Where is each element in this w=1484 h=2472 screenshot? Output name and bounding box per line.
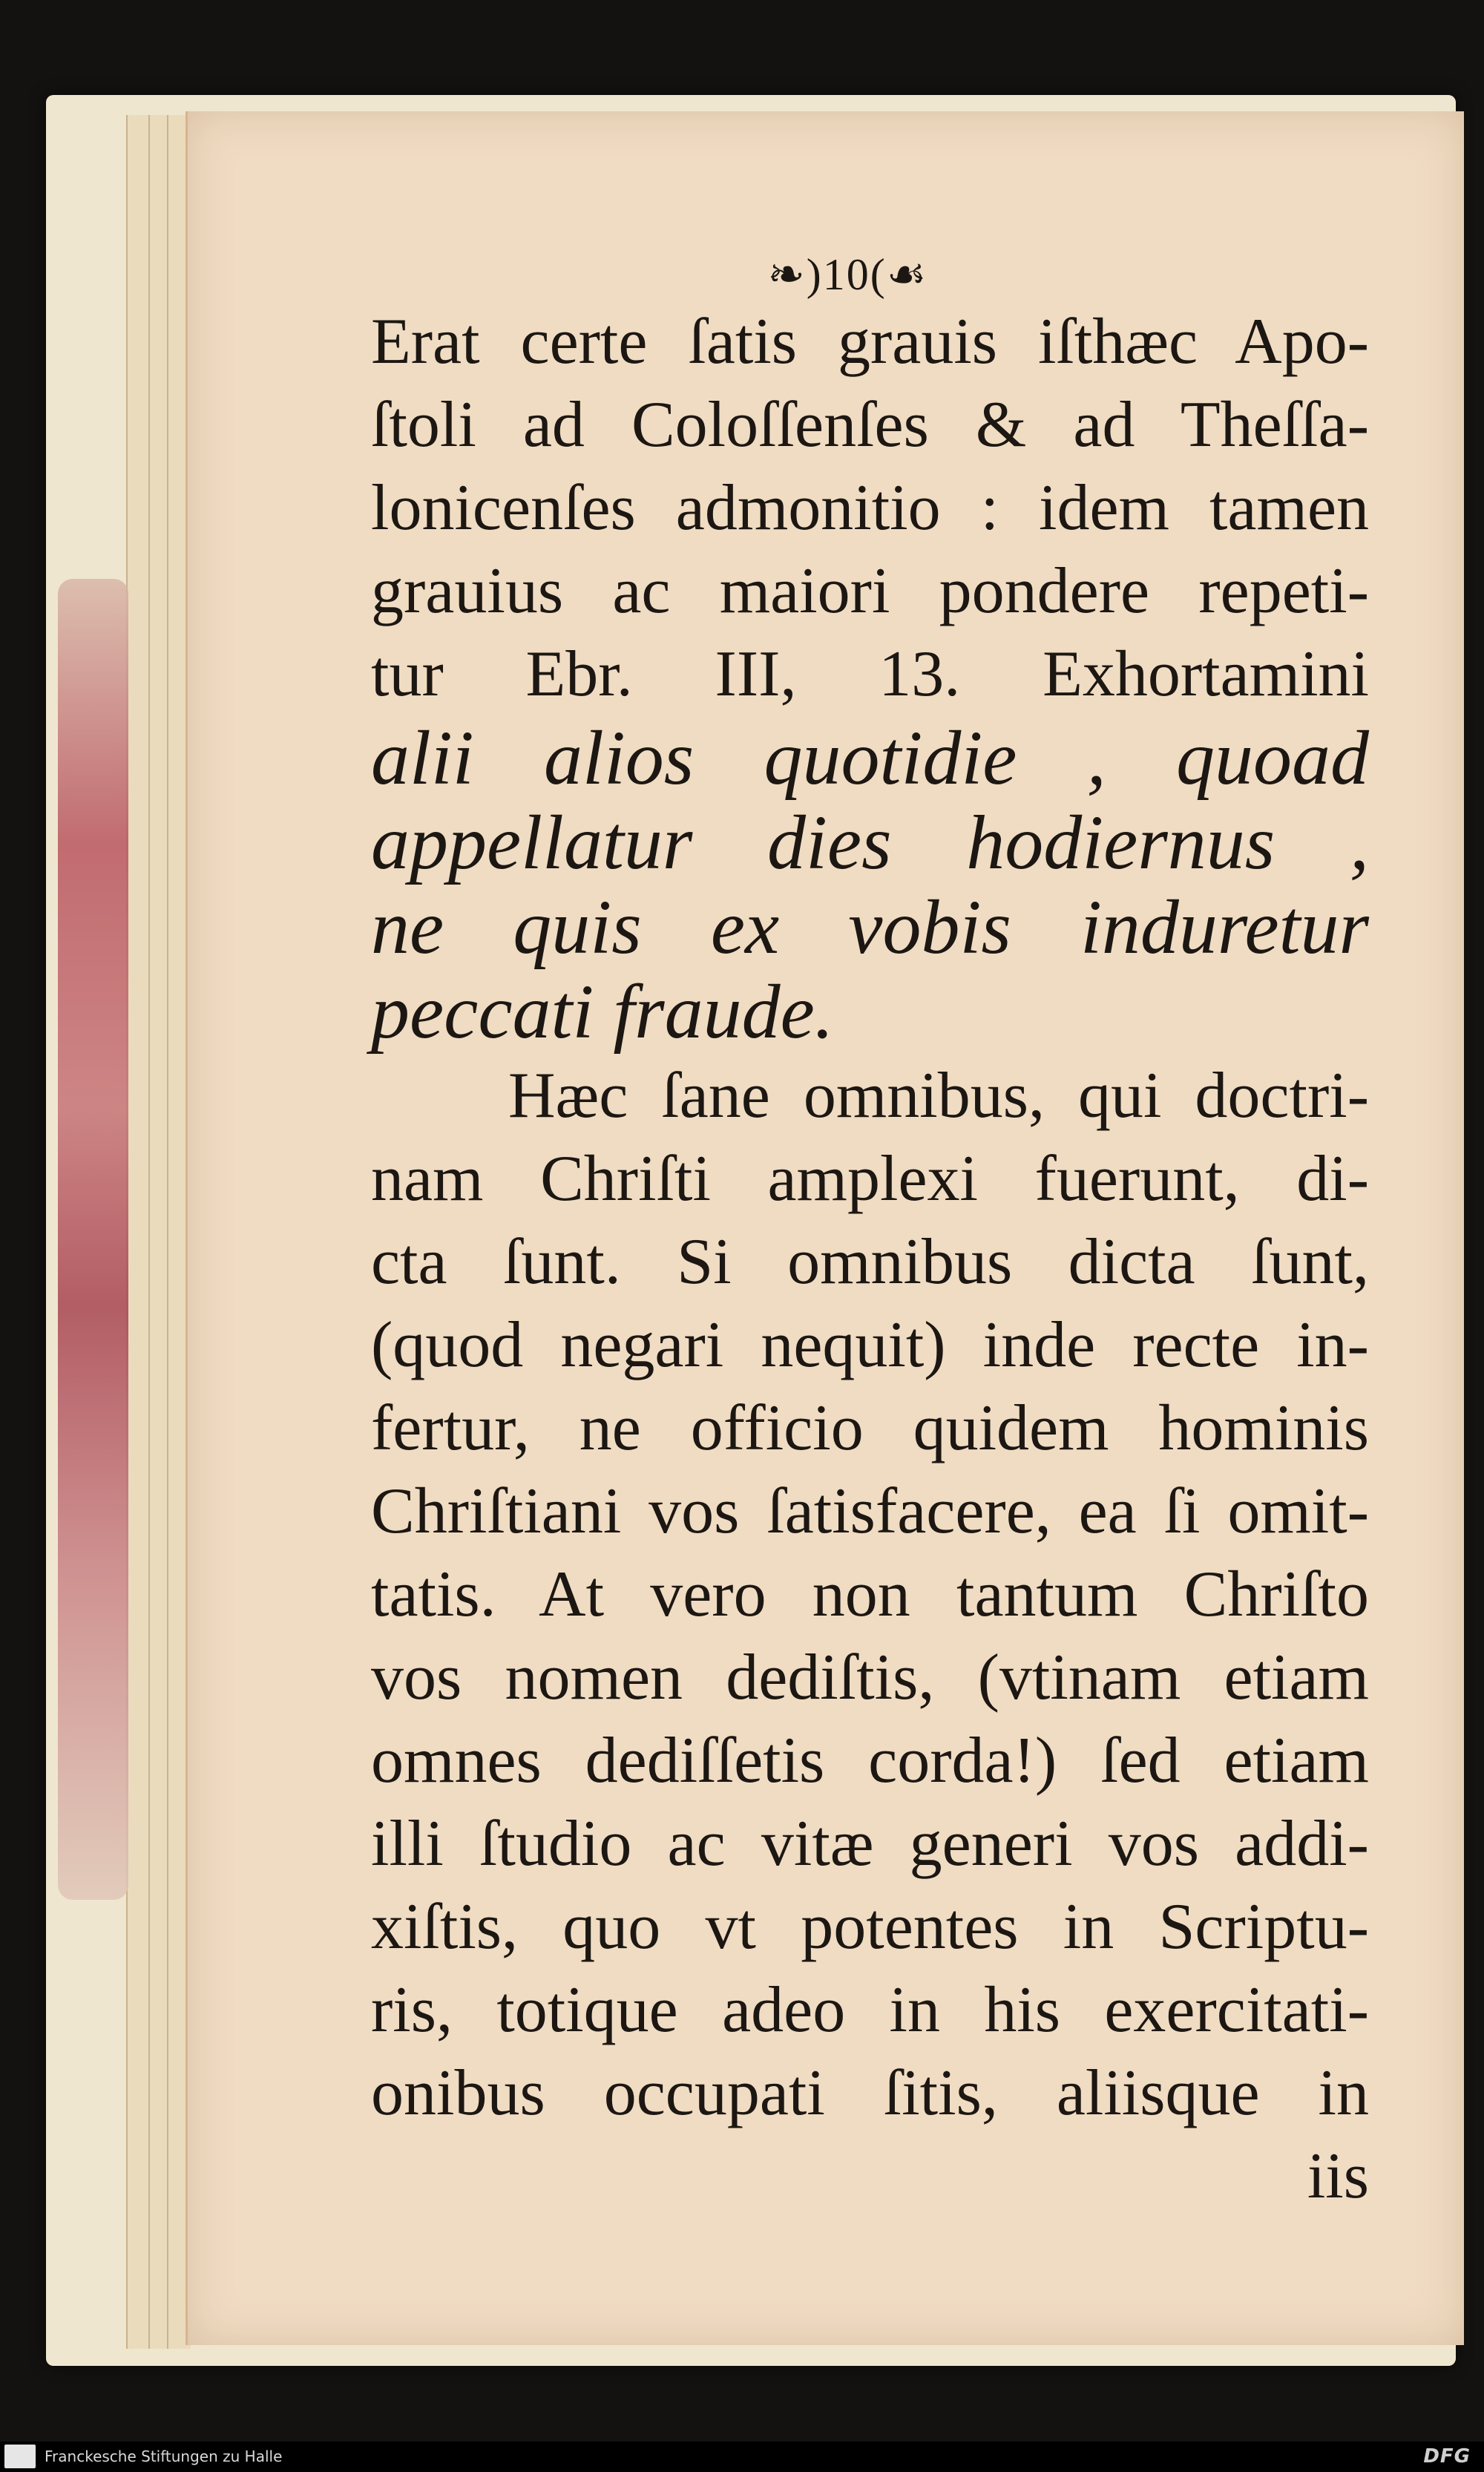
italic-quote-line: appellatur dies hodiernus , xyxy=(371,800,1369,885)
dfg-logo: DFG xyxy=(1423,2445,1471,2468)
binding-stain xyxy=(58,579,128,1900)
page-header: ❧)10(☙ xyxy=(767,250,928,299)
text-line: ſtoli ad Coloſſenſes & ad Theſſa- xyxy=(371,389,1369,461)
italic-quote-line: ne quis ex vobis induretur xyxy=(371,885,1369,970)
paragraph-line: cta ſunt. Si omnibus dicta ſunt, xyxy=(371,1226,1369,1298)
paragraph-line: onibus occupati ſitis, aliisque in xyxy=(371,2057,1369,2129)
italic-quote-line: peccati fraude. xyxy=(371,969,834,1055)
page-text xyxy=(371,249,1369,2218)
institution-name: Franckesche Stiftungen zu Halle xyxy=(45,2448,283,2465)
text-line: Erat certe ſatis grauis iſthæc Apo- xyxy=(371,306,1369,378)
paragraph-line: tatis. At vero non tantum Chriſto xyxy=(371,1558,1369,1630)
paragraph-line: (quod negari nequit) inde recte in- xyxy=(371,1309,1369,1381)
italic-quote-line: alii alios quotidie , quoad xyxy=(371,715,1369,801)
text-line: grauius ac maiori pondere repeti- xyxy=(371,555,1369,627)
paragraph-line: fertur, ne officio quidem hominis xyxy=(371,1392,1369,1464)
paragraph-line: illi ſtudio ac vitæ generi vos addi- xyxy=(371,1808,1369,1880)
page-edge xyxy=(126,115,150,2349)
text-line: lonicenſes admonitio : idem tamen xyxy=(371,472,1369,544)
paragraph-line: vos nomen dediſtis, (vtinam etiam xyxy=(371,1642,1369,1714)
paragraph-line: Hæc ſane omnibus, qui doctri- xyxy=(508,1060,1369,1132)
paragraph-line: omnes dediſſetis corda!) ſed etiam xyxy=(371,1725,1369,1797)
text-line: tur Ebr. III, 13. Exhortamini xyxy=(371,638,1369,710)
institution-logo-icon xyxy=(4,2445,36,2468)
paragraph-line: nam Chriſti amplexi fuerunt, di- xyxy=(371,1143,1369,1215)
paragraph-line: Chriſtiani vos ſatisfacere, ea ſi omit- xyxy=(371,1475,1369,1547)
paragraph-line: xiſtis, quo vt potentes in Scriptu- xyxy=(371,1891,1369,1963)
paragraph-line: ris, totique adeo in his exercitati- xyxy=(371,1974,1369,2046)
catchword: iis xyxy=(1307,2140,1369,2212)
footer-bar xyxy=(0,2442,1484,2472)
